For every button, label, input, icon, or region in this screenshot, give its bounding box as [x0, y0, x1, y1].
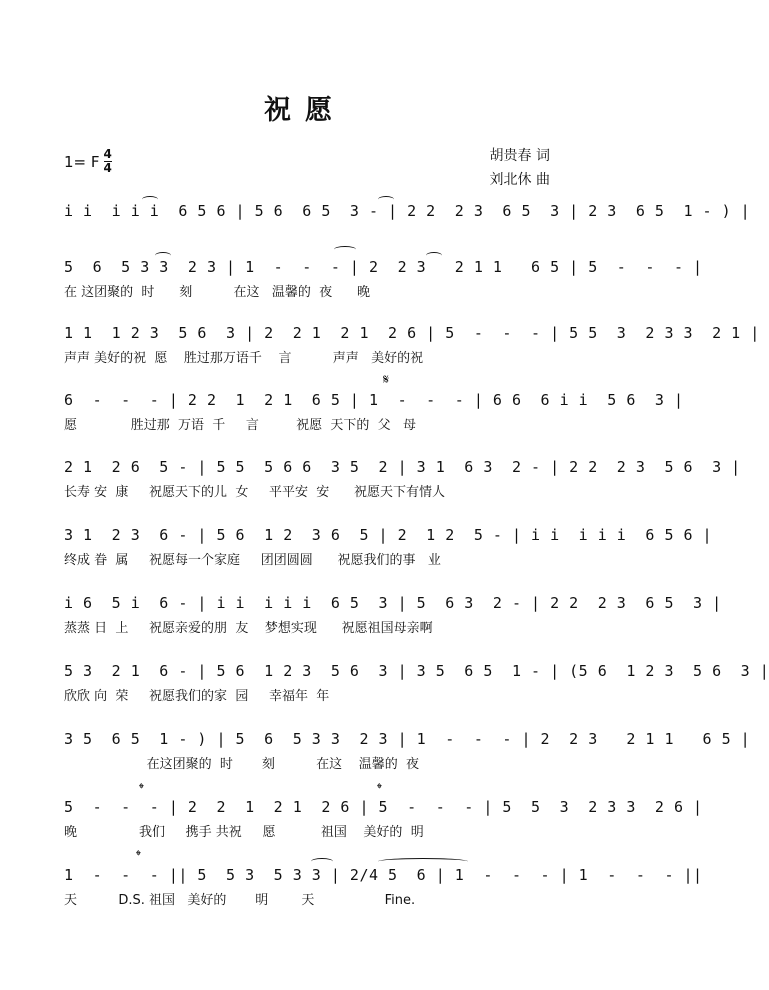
- notation-line: 6 - - - | 2 2 1 2 1 6 5 | 1 - - - | 6 6 6 i i 5 6 3 |: [64, 391, 684, 409]
- system-2: [64, 256, 703, 302]
- system-8: [64, 660, 769, 706]
- slur-arc: [311, 858, 333, 865]
- lyric-line: 蒸蒸 日 上 祝愿亲爱的朋 友 梦想实现 祝愿祖国母亲啊: [64, 621, 433, 636]
- notation-line: 3 1 2 3 6 - | 5 6 1 2 3 6 5 | 2 1 2 5 - | i i i i i 6 5 6 |: [64, 526, 713, 544]
- lyric-line: 终成 眷 属 祝愿每一个家庭 团团圆圆 祝愿我们的事 业: [64, 553, 441, 568]
- tie-arc: [378, 858, 468, 865]
- lyric-line: [64, 228, 550, 246]
- system-9: [64, 728, 751, 774]
- slur-arc: [334, 246, 356, 253]
- system-6: [64, 524, 713, 570]
- key-label: 1= F: [64, 152, 100, 171]
- lyric-line: 愿 胜过那 万语 千 言 祝愿 天下的 父 母: [64, 418, 417, 433]
- slur-arc: [155, 252, 171, 259]
- coda-icon: 𝄌: [136, 848, 141, 864]
- coda-icon: 𝄌: [377, 781, 382, 797]
- system-1: [64, 200, 751, 246]
- lyric-line: 晚 我们 携手 共祝 愿 祖国 美好的 明: [64, 825, 424, 840]
- system-5: [64, 456, 741, 502]
- system-7: [64, 592, 722, 638]
- system-11: [64, 864, 703, 910]
- time-signature: [104, 148, 112, 175]
- notation-line: 1 - - - || 5 5 3 5 3 3 | 2/4 5 6 | 1 - - - | 1 - - - ||: [64, 866, 703, 884]
- slur-arc: [378, 196, 394, 203]
- notation-line: i i i i i 6 5 6 | 5 6 6 5 3 - | 2 2 2 3 6 5 3 | 2 3 6 5 1 - ) |: [64, 202, 751, 220]
- key-signature: [64, 148, 112, 175]
- song-title: 祝愿: [264, 95, 346, 126]
- lyric-line: 天 D.S. 祖国 美好的 明 天 Fine.: [64, 893, 416, 908]
- lyric-line: 声声 美好的祝 愿 胜过那万语千 言 声声 美好的祝: [64, 351, 424, 366]
- time-bottom: 4: [103, 161, 112, 175]
- credits: [490, 144, 550, 192]
- segno-icon: 𝄋: [383, 372, 390, 388]
- time-top: 4: [103, 147, 112, 161]
- lyric-line: 欣欣 向 荣 祝愿我们的家 园 幸福年 年: [64, 689, 330, 704]
- lyric-line: 在 这团聚的 时 刻 在这 温馨的 夜 晚: [64, 285, 370, 300]
- notation-line: 5 6 5 3 3 2 3 | 1 - - - | 2 2 3 2 1 1 6 5 | 5 - - - |: [64, 258, 703, 276]
- notation-line: i 6 5 i 6 - | i i i i i 6 5 3 | 5 6 3 2 - | 2 2 2 3 6 5 3 |: [64, 594, 722, 612]
- coda-icon: 𝄌: [139, 781, 144, 797]
- system-3: [64, 322, 760, 368]
- notation-line: 5 3 2 1 6 - | 5 6 1 2 3 5 6 3 | 3 5 6 5 1 - | (5 6 1 2 3 5 6 3 |: [64, 662, 769, 680]
- system-10: [64, 796, 703, 842]
- lyric-line: 长寿 安 康 祝愿天下的儿 女 平平安 安 祝愿天下有情人: [64, 485, 446, 500]
- slur-arc: [142, 196, 158, 203]
- notation-line: 3 5 6 5 1 - ) | 5 6 5 3 3 2 3 | 1 - - - | 2 2 3 2 1 1 6 5 |: [64, 730, 751, 748]
- notation-line: 2 1 2 6 5 - | 5 5 5 6 6 3 5 2 | 3 1 6 3 2 - | 2 2 2 3 5 6 3 |: [64, 458, 741, 476]
- composer-credit: 刘北休 曲: [489, 172, 550, 188]
- notation-line: 1 1 1 2 3 5 6 3 | 2 2 1 2 1 2 6 | 5 - - - | 5 5 3 2 3 3 2 1 |: [64, 324, 760, 342]
- notation-line: 5 - - - | 2 2 1 2 1 2 6 | 5 - - - | 5 5 3 2 3 3 2 6 |: [64, 798, 703, 816]
- system-4: [64, 389, 684, 435]
- slur-arc: [426, 252, 442, 259]
- lyricist-credit: 胡贵春 词: [489, 148, 550, 164]
- lyric-line: 在这团聚的 时 刻 在这 温馨的 夜: [64, 757, 419, 772]
